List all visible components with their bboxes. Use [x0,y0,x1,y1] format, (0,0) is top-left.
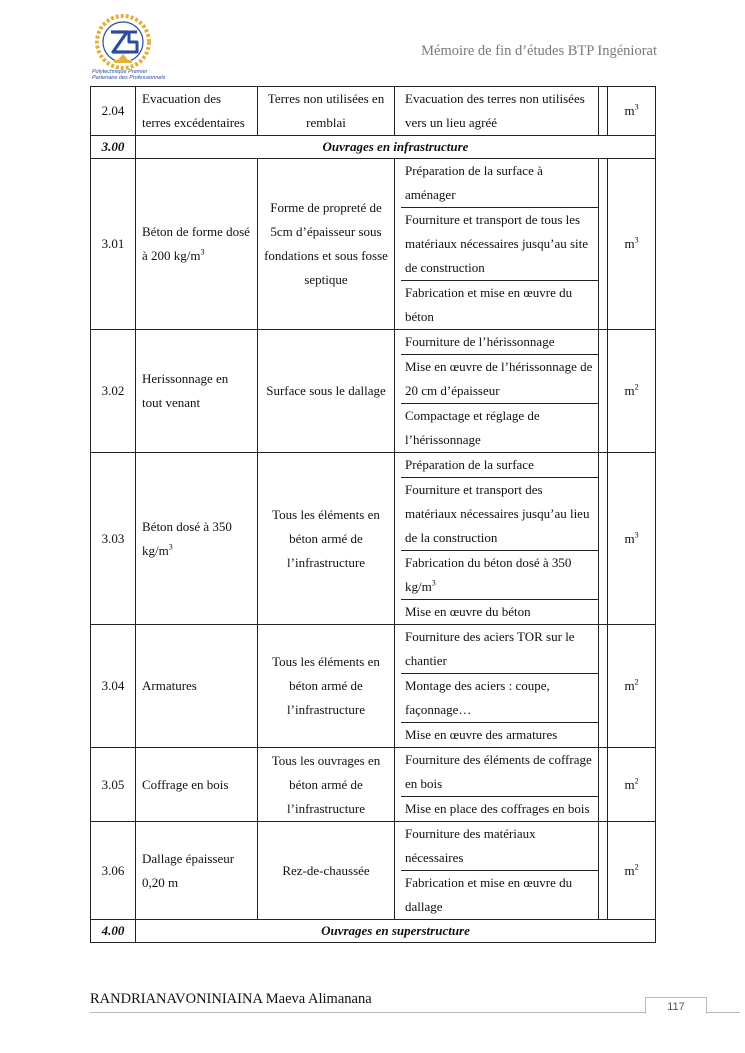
tasks-cell [395,330,608,453]
tasks-cell [395,625,608,748]
designation-text: Béton dosé à 350 kg/m [142,518,232,558]
logo-caption: Polytechnique Premier Partenaire des Professionnels [92,69,166,81]
item-number: 4.00 [91,920,136,943]
footer-rule [90,1012,740,1013]
section-row [91,136,656,159]
unit-exponent: 2 [634,382,639,392]
designation-cell [136,330,258,453]
designation-text: Coffrage en bois [142,776,229,792]
task-text: Fabrication du béton dosé à 350 kg/m [405,555,572,594]
task-text: Mise en place des coffrages en bois [405,801,590,816]
table-row [91,87,656,136]
location-cell: Terres non utilisées en remblai [258,87,395,136]
item-number: 3.04 [91,625,136,748]
unit-cell [608,330,656,453]
designation-cell [136,453,258,625]
task-text: Fourniture des éléments de coffrage en bois [405,752,592,791]
unit-text: m [624,236,635,251]
location-cell: Tous les ouvrages en béton armé de l’infrastructure [258,748,395,822]
unit-text: m [624,862,635,878]
location-cell: Tous les éléments en béton armé de l’infrastructure [258,453,395,625]
price-schedule-table [90,86,656,943]
document-header-title: Mémoire de fin d’études BTP Ingéniorat [421,43,657,59]
item-number: 3.05 [91,748,136,822]
designation-cell [136,159,258,330]
task-text: Evacuation des terres non utilisées vers un lieu agréé [405,91,585,130]
task-item [401,159,599,208]
tasks-cell [395,87,608,136]
designation-exponent: 3 [200,247,205,257]
unit-exponent: 2 [634,776,639,786]
task-item [401,723,599,747]
task-text: Préparation de la surface [405,457,534,472]
section-title: Ouvrages en infrastructure [136,136,656,159]
designation-text: Herissonnage en tout venant [142,371,229,410]
task-text: Fabrication et mise en œuvre du dallage [405,875,573,914]
designation-text: Béton de forme dosé à 200 kg/m [142,224,250,263]
task-item [401,355,599,404]
item-number: 3.06 [91,822,136,920]
task-item [401,330,599,355]
unit-exponent: 2 [634,862,639,872]
item-number: 3.00 [91,136,136,159]
designation-text: Armatures [142,678,197,693]
task-text: Fourniture et transport des matériaux nécessaires jusqu’au lieu de la construction [405,482,590,545]
task-text: Montage des aciers : coupe, façonnage… [405,678,550,717]
unit-cell [608,453,656,625]
designation-exponent: 3 [168,542,173,552]
unit-exponent: 3 [634,530,639,540]
task-text: Fourniture et transport de tous les matériaux nécessaires jusqu’au site de construction [405,212,589,275]
designation-cell [136,748,258,822]
task-text: Compactage et réglage de l’hérissonnage [405,408,540,447]
task-text: Fourniture des aciers TOR sur le chantier [405,629,575,668]
table-row [91,748,656,822]
task-item [401,453,599,478]
location-cell: Rez-de-chaussée [258,822,395,920]
task-item [401,822,599,871]
task-text: Fabrication et mise en œuvre du béton [405,285,573,324]
table-row [91,159,656,330]
task-item [401,478,599,551]
location-cell: Surface sous le dallage [258,330,395,453]
item-number: 3.01 [91,159,136,330]
designation-cell [136,822,258,920]
unit-cell [608,625,656,748]
task-item [401,797,599,821]
unit-text: m [624,103,635,118]
unit-text: m [624,530,635,546]
unit-text: m [624,678,635,693]
task-text: Préparation de la surface à aménager [405,163,543,202]
unit-text: m [624,383,635,398]
designation-text: Evacuation des terres excédentaires [142,91,245,130]
designation-cell [136,625,258,748]
table-row [91,453,656,625]
task-item [401,551,599,600]
task-text: Fourniture des matériaux nécessaires [405,826,536,865]
tasks-cell [395,159,608,330]
table-body [91,87,656,943]
unit-cell [608,87,656,136]
table-row [91,822,656,920]
designation-cell [136,87,258,136]
item-number: 3.03 [91,453,136,625]
section-row [91,920,656,943]
unit-text: m [624,776,635,792]
designation-text: Dallage épaisseur 0,20 m [142,850,235,890]
item-number: 3.02 [91,330,136,453]
unit-exponent: 3 [634,102,639,112]
unit-cell [608,159,656,330]
school-logo [92,14,154,94]
unit-cell [608,748,656,822]
tasks-cell [395,748,608,822]
unit-exponent: 2 [634,677,639,687]
location-cell: Forme de propreté de 5cm d’épaisseur sous fondations et sous fosse septique [258,159,395,330]
task-item [401,281,599,329]
task-item [401,600,599,624]
task-item [401,748,599,797]
tasks-cell [395,822,608,920]
table-row [91,625,656,748]
item-number: 2.04 [91,87,136,136]
task-text: Mise en œuvre du béton [405,604,531,619]
task-text: Mise en œuvre des armatures [405,727,558,742]
task-item [401,208,599,281]
task-exponent: 3 [431,578,436,588]
task-item [401,674,599,723]
table-row [91,330,656,453]
task-item [401,404,599,452]
task-item [401,625,599,674]
page-number: 117 [645,997,707,1014]
location-cell: Tous les éléments en béton armé de l’infrastructure [258,625,395,748]
task-text: Fourniture de l’hérissonnage [405,334,555,349]
task-item [401,871,599,919]
tasks-cell [395,453,608,625]
task-text: Mise en œuvre de l’hérissonnage de 20 cm d’épaisseur [405,359,593,398]
section-title: Ouvrages en superstructure [136,920,656,943]
unit-cell [608,822,656,920]
unit-exponent: 3 [634,235,639,245]
task-item [401,87,599,135]
author-name: RANDRIANAVONINIAINA Maeva Alimanana [90,991,372,1007]
